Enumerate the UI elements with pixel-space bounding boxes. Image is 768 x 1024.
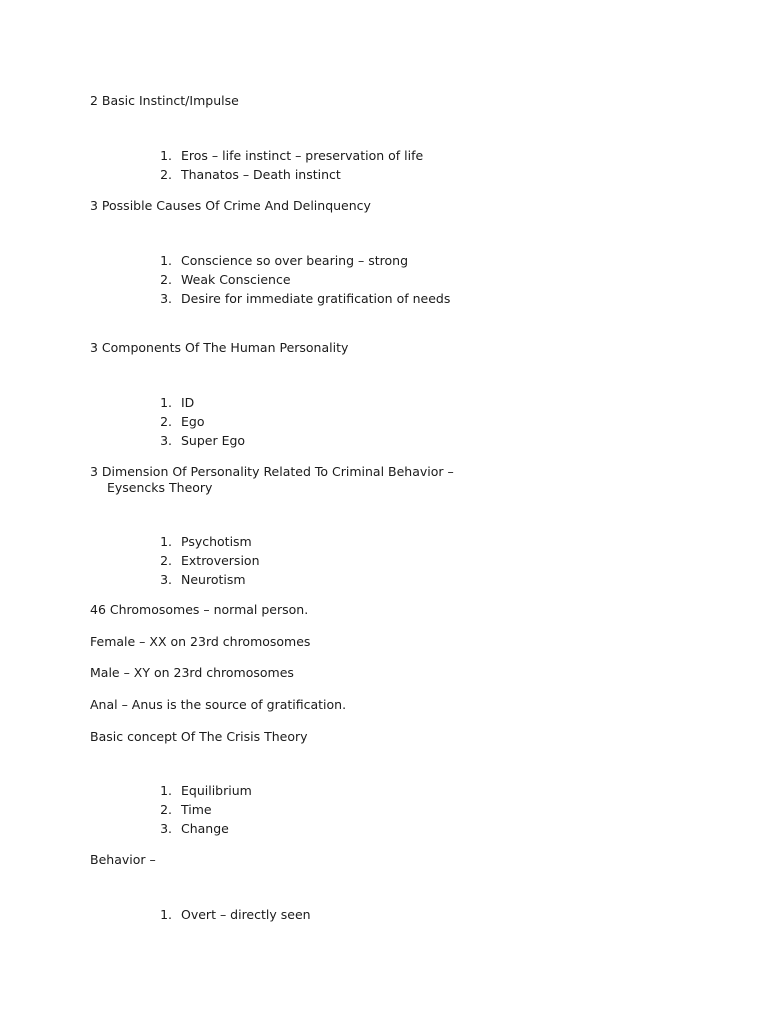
list-item-number: 3. bbox=[160, 821, 172, 836]
section-heading-personality-dimensions: 3 Dimension Of Personality Related To Criminal Behavior – bbox=[90, 464, 454, 479]
section-heading-causes-of-crime: 3 Possible Causes Of Crime And Delinquency bbox=[90, 198, 371, 213]
list-item-text: Thanatos – Death instinct bbox=[181, 167, 341, 182]
list-item-number: 1. bbox=[160, 907, 172, 922]
list-item-text: Time bbox=[181, 802, 212, 817]
list-item-number: 2. bbox=[160, 272, 172, 287]
list-item-text: Eros – life instinct – preservation of life bbox=[181, 148, 424, 163]
list-item-text: Psychotism bbox=[181, 534, 252, 549]
list-item-number: 3. bbox=[160, 433, 172, 448]
list-item-number: 2. bbox=[160, 167, 172, 182]
list-item-number: 1. bbox=[160, 783, 172, 798]
section-heading-personality-components: 3 Components Of The Human Personality bbox=[90, 340, 349, 355]
section-heading-crisis-theory: Basic concept Of The Crisis Theory bbox=[90, 729, 308, 744]
section-heading-basic-instinct: 2 Basic Instinct/Impulse bbox=[90, 93, 239, 108]
list-item-number: 3. bbox=[160, 572, 172, 587]
list-item-text: Neurotism bbox=[181, 572, 246, 587]
list-item-number: 2. bbox=[160, 414, 172, 429]
list-item-number: 1. bbox=[160, 148, 172, 163]
list-item-text: Extroversion bbox=[181, 553, 260, 568]
list-item-text: Overt – directly seen bbox=[181, 907, 311, 922]
paragraph-line: Female – XX on 23rd chromosomes bbox=[90, 634, 311, 649]
paragraph-line: Male – XY on 23rd chromosomes bbox=[90, 665, 294, 680]
paragraph-line: Anal – Anus is the source of gratification. bbox=[90, 697, 347, 712]
list-item-text: Equilibrium bbox=[181, 783, 252, 798]
list-item-number: 2. bbox=[160, 553, 172, 568]
list-item-number: 2. bbox=[160, 802, 172, 817]
list-item-text: Super Ego bbox=[181, 433, 246, 448]
list-item-number: 1. bbox=[160, 534, 172, 549]
list-item-text: Weak Conscience bbox=[181, 272, 291, 287]
list-item-number: 3. bbox=[160, 291, 172, 306]
section-heading-behavior: Behavior – bbox=[90, 852, 156, 867]
list-item-number: 1. bbox=[160, 395, 172, 410]
list-item-text: Change bbox=[181, 821, 229, 836]
list-item-text: Desire for immediate gratification of needs bbox=[181, 291, 451, 306]
list-item-number: 1. bbox=[160, 253, 172, 268]
list-item-text: Conscience so over bearing – strong bbox=[181, 253, 409, 268]
paragraph-line: 46 Chromosomes – normal person. bbox=[90, 602, 309, 617]
list-item-text: Ego bbox=[181, 414, 205, 429]
list-item-text: ID bbox=[181, 395, 195, 410]
section-heading-continuation: Eysencks Theory bbox=[107, 480, 213, 495]
